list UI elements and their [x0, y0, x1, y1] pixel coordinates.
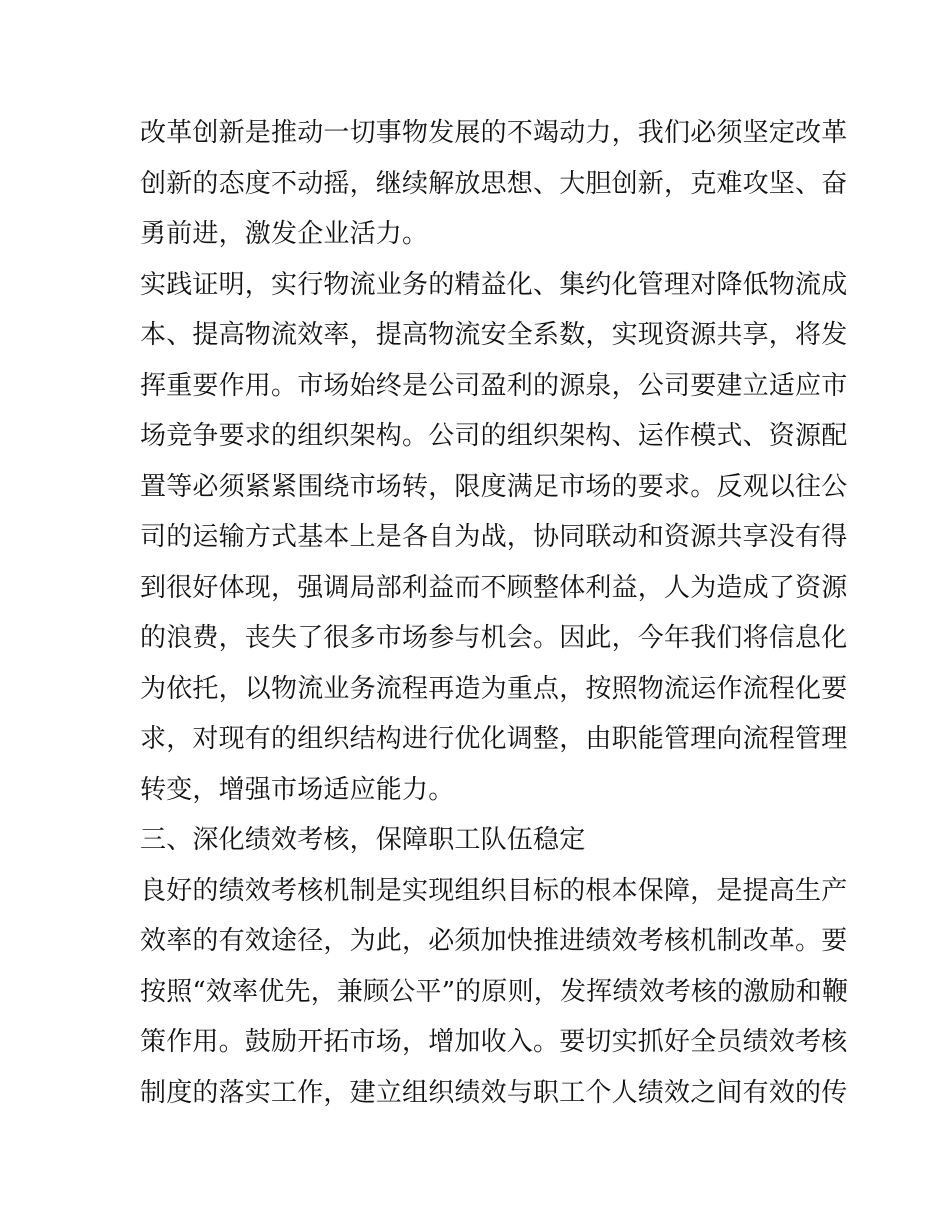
text-line: 效率的有效途径，为此，必须加快推进绩效考核机制改革。要	[140, 926, 848, 956]
text-line: 按照“效率优先，兼顾公平”的原则，发挥绩效考核的激励和鞭	[140, 976, 849, 1007]
text-line: 场竞争要求的组织架构。公司的组织架构、运作模式、资源配	[140, 421, 848, 451]
text-line: 本、提高物流效率，提高物流安全系数，实现资源共享，将发	[140, 320, 848, 350]
text-line: 创新的态度不动摇，继续解放思想、大胆创新，克难攻坚、奋	[140, 168, 848, 199]
text-line: 置等必须紧紧围绕市场转，限度满足市场的要求。反观以往公	[140, 471, 848, 502]
text-line: 转变，增强市场适应能力。	[140, 774, 455, 805]
text-line: 的浪费，丧失了很多市场参与机会。因此，今年我们将信息化	[140, 623, 848, 653]
text-line: 勇前进，激发企业活力。	[140, 219, 429, 249]
text-line: 良好的绩效考核机制是实现组织目标的根本保障，是提高生产	[140, 875, 848, 906]
text-line: 挥重要作用。市场始终是公司盈利的源泉，公司要建立适应市	[140, 370, 848, 401]
text-line: 实践证明，实行物流业务的精益化、集约化管理对降低物流成	[140, 269, 848, 300]
text-line: 制度的落实工作，建立组织绩效与职工个人绩效之间有效的传	[140, 1077, 848, 1108]
document-body	[140, 108, 849, 1118]
text-line: 求，对现有的组织结构进行优化调整，由职能管理向流程管理	[140, 724, 848, 754]
text-line: 为依托，以物流业务流程再造为重点，按照物流运作流程化要	[140, 673, 848, 704]
text-line: 策作用。鼓励开拓市场，增加收入。要切实抓好全员绩效考核	[140, 1027, 848, 1057]
text-line: 司的运输方式基本上是各自为战，协同联动和资源共享没有得	[140, 522, 848, 552]
text-line: 到很好体现，强调局部利益而不顾整体利益，人为造成了资源	[140, 572, 848, 603]
section-heading: 三、深化绩效考核，保障职工队伍稳定	[140, 825, 586, 855]
text-line: 改革创新是推动一切事物发展的不竭动力，我们必须坚定改革	[140, 118, 848, 148]
